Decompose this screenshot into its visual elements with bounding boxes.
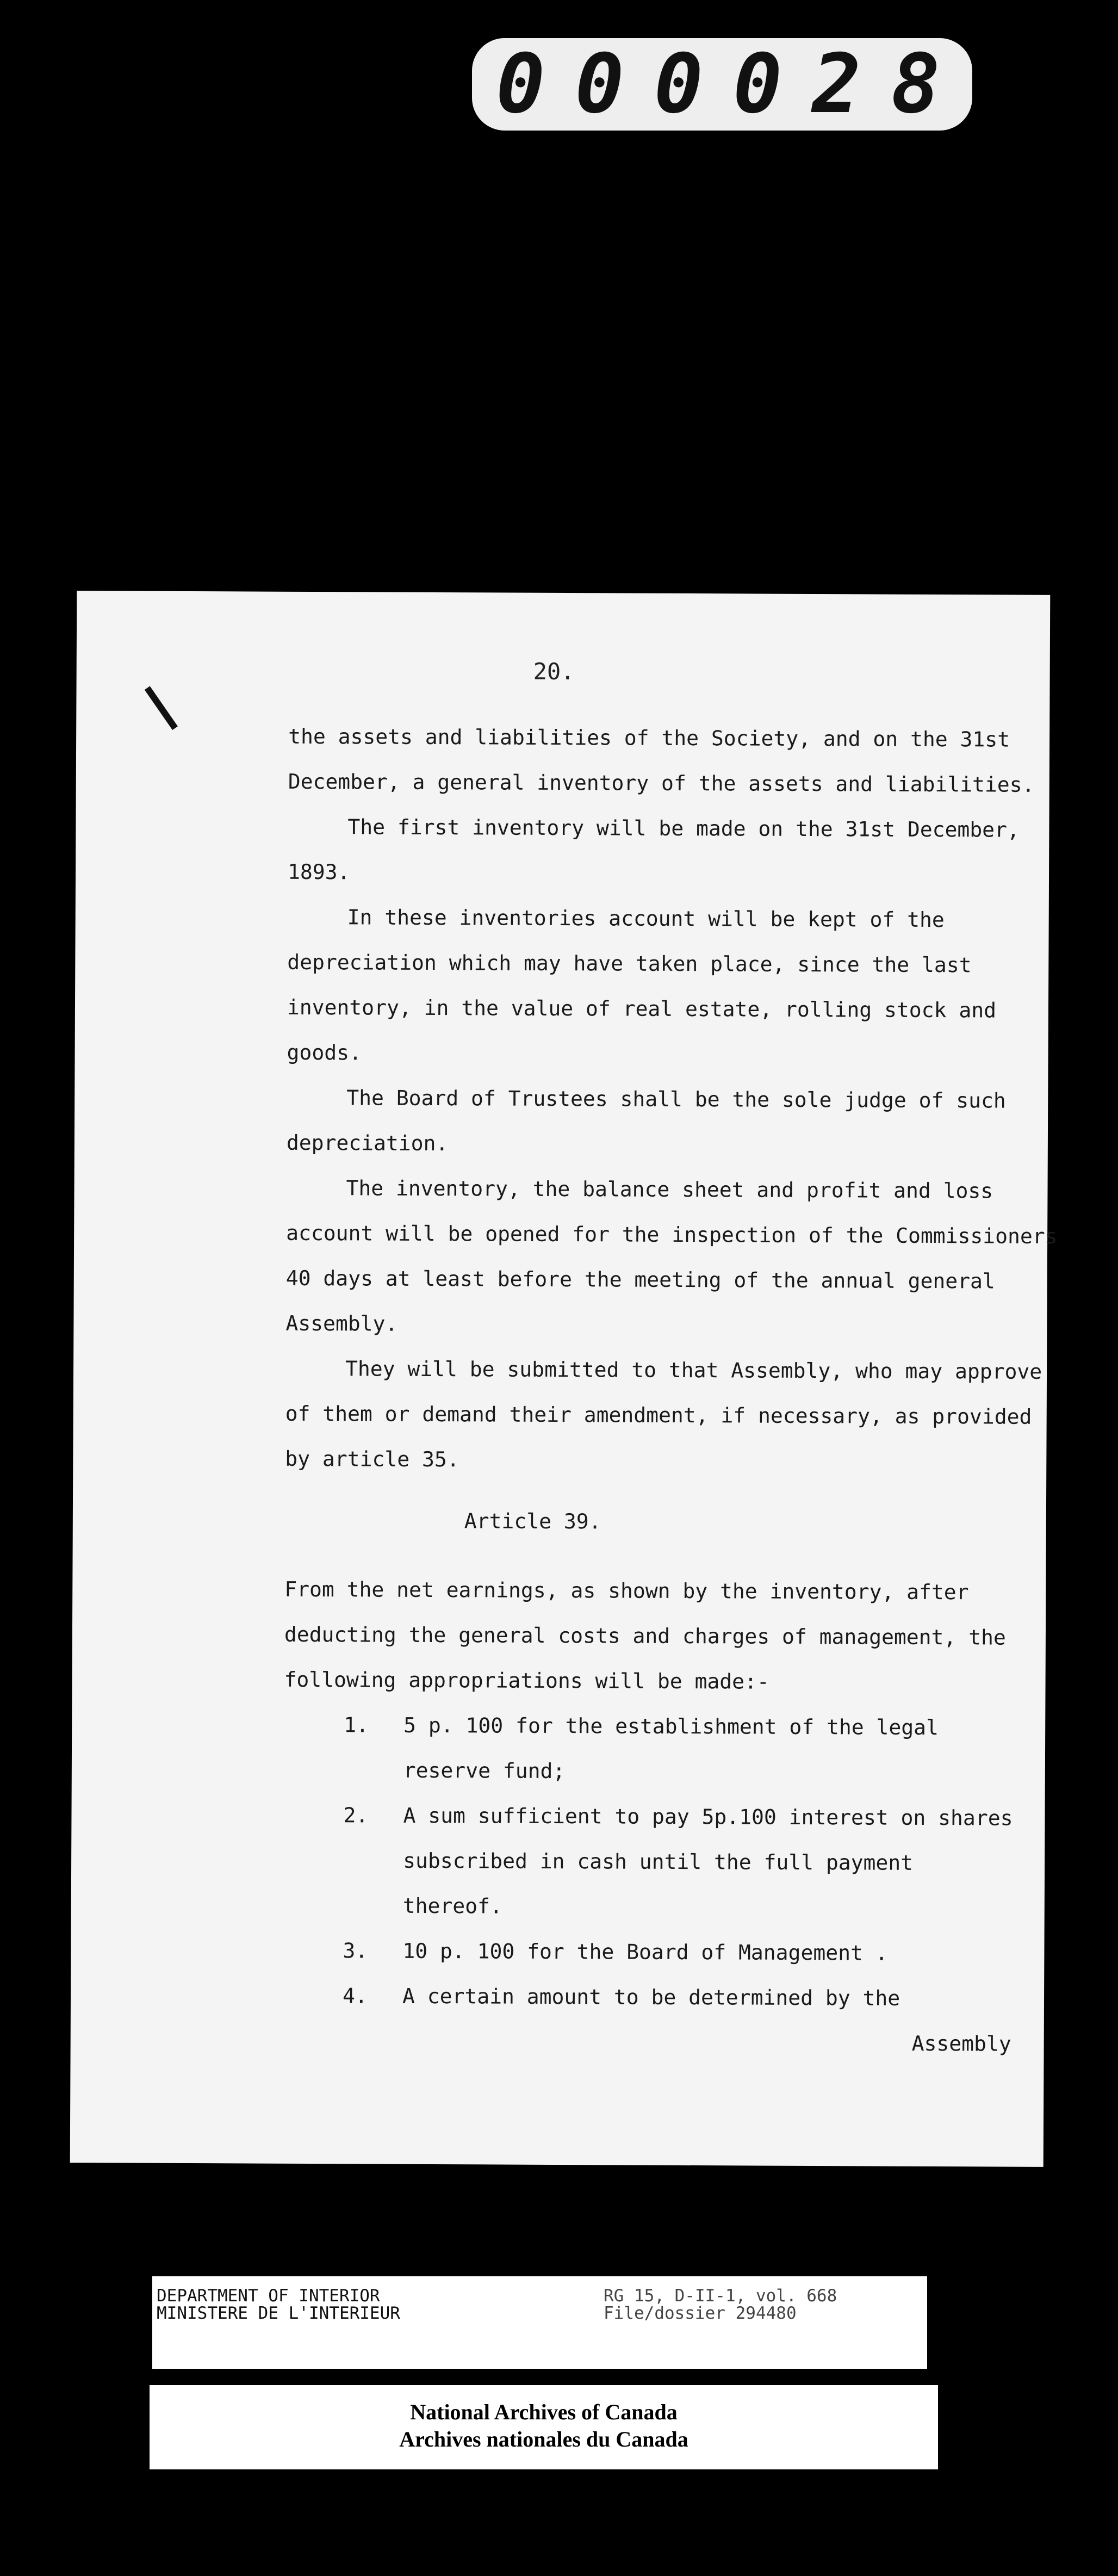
record-group-ref: RG 15, D-II-1, vol. 668 — [604, 2286, 837, 2306]
paragraph: The first inventory will be made on the 31st December, 1893. — [287, 815, 1020, 884]
page-number: 20. — [533, 658, 575, 685]
archives-label — [150, 2385, 938, 2469]
paragraph: The inventory, the balance sheet and profit and loss account will be opened for the inspection of the Commissioners 40 days at least before the meeting of the annual general Assembly. — [285, 1176, 1058, 1336]
list-item — [284, 1702, 1057, 1796]
document-page — [70, 591, 1058, 2167]
list-item — [283, 1793, 1056, 1931]
list-item-number: 2. — [343, 1803, 369, 1828]
archives-name-fr: Archives nationales du Canada — [399, 2427, 688, 2451]
list-item-text: A sum sufficient to pay 5p.100 interest on shares subscribed in cash until the full payment thereof. — [402, 1803, 1013, 1918]
pencil-mark-icon — [145, 686, 178, 730]
department-label — [152, 2276, 927, 2369]
archives-name-en: National Archives of Canada — [410, 2400, 678, 2424]
paragraph: From the net earnings, as shown by the inventory, after deducting the general costs and charges of management, the following appropriations will be made:- — [284, 1577, 1006, 1694]
list-item-text: 5 p. 100 for the establishment of the legal reserve fund; — [403, 1713, 939, 1784]
paragraph: In these inventories account will be kept of the depreciation which may have taken place, since the last inventory, in the value of real estate, rolling stock and goods. — [287, 905, 997, 1065]
list-item-text: 10 p. 100 for the Board of Management . — [402, 1939, 888, 1965]
frame-number: 000028 — [496, 37, 970, 132]
department-name-en: DEPARTMENT OF INTERIOR — [157, 2286, 380, 2306]
list-item-number: 3. — [343, 1939, 368, 1963]
frame-counter — [472, 38, 972, 131]
department-name-fr: MINISTERE DE L'INTERIEUR — [157, 2303, 400, 2323]
page-body — [283, 714, 1061, 2067]
list-item-text: A certain amount to be determined by the — [402, 1984, 900, 2010]
file-ref: File/dossier 294480 — [604, 2303, 797, 2323]
list-item-number: 1. — [344, 1713, 369, 1737]
article-heading: Article 39. — [464, 1509, 601, 1534]
list-item — [283, 1973, 1055, 2022]
list-item-number: 4. — [342, 1984, 368, 2008]
paragraph: The Board of Trustees shall be the sole judge of such depreciation. — [286, 1086, 1006, 1156]
catchword: Assembly — [911, 2031, 1011, 2056]
list-item — [283, 1928, 1055, 1977]
paragraph: the assets and liabilities of the Society, and on the 31st December, a general inventory of the assets and liabilities. — [288, 724, 1035, 797]
paragraph: They will be submitted to that Assembly, who may approve of them or demand their amendment, if necessary, as provided by article 35. — [285, 1357, 1042, 1472]
